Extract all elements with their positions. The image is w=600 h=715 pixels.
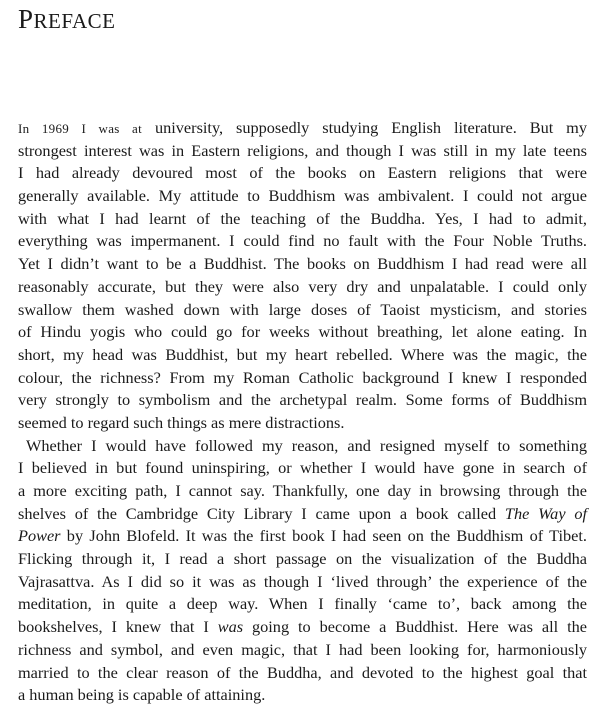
book-title: The Way of [504, 503, 587, 523]
text-line: In 1969 I was at university, supposedly studying English literature. But my [18, 118, 587, 137]
text-line: reasonably accurate, but they were also very dry and unpalatable. I could only [18, 276, 587, 296]
title-rest: REFACE [33, 9, 116, 33]
text-line: everything was impermanent. I could find no fault with the Four Noble Truths. [18, 231, 587, 251]
emphasis-word: was [217, 617, 244, 637]
text-line: strongest interest was in Eastern religions, and though I was still in my late teens [18, 140, 587, 160]
title-initial: P [18, 4, 34, 34]
page-title [18, 6, 116, 33]
text-line: colour, the richness? From my Roman Catholic background I knew I responded [18, 367, 587, 387]
text-line: with what I had learnt of the teaching of the Buddha. Yes, I had to admit, [18, 208, 587, 228]
text-line: I believed in but found uninspiring, or whether I would have gone in search of [18, 458, 587, 478]
text-line: a more exciting path, I cannot say. Thankfully, one day in browsing through the [18, 481, 587, 500]
text-line: bookshelves, I knew that I was going to become a Buddhist. Here was all the [18, 617, 587, 637]
text-line: richness and symbol, and even magic, that I had been looking for, harmoniously [18, 639, 587, 659]
text-line: shelves of the Cambridge City Library I came upon a book called The Way of [18, 503, 587, 523]
text-line: I had already devoured most of the books on Eastern religions that were [18, 163, 587, 183]
text-line: married to the clear reason of the Buddha, and devoted to the highest goal that [18, 662, 587, 682]
text-line: of Hindu yogis who could go for weeks without breathing, let alone eating. In [18, 322, 587, 342]
text-line: short, my head was Buddhist, but my heart rebelled. Where was the magic, the [18, 344, 587, 364]
text-line: Whether I would have followed my reason, and resigned myself to something [26, 435, 587, 455]
text-line: meditation, in quite a deep way. When I finally ‘came to’, back among the [18, 594, 587, 614]
text-line: Yet I didn’t want to be a Buddhist. The books on Buddhism I had read were all [18, 254, 587, 274]
text-line: seemed to regard such things as mere distractions. [18, 412, 345, 432]
paragraph-lead-in: In 1969 I was at [18, 121, 143, 136]
text-line: very strongly to symbolism and the archetypal realm. Some forms of Buddhism [18, 390, 587, 410]
preface-body [18, 117, 587, 707]
text-line: swallow them washed down with large doses of Taoist mysticism, and stories [18, 299, 587, 319]
text-line: Flicking through it, I read a short passage on the visualization of the Buddha [18, 549, 587, 569]
text-line: generally available. My attitude to Buddhism was ambivalent. I could not argue [18, 186, 587, 206]
text-line: Vajrasattva. As I did so it was as though I ‘lived through’ the experience of the [18, 571, 587, 591]
text-line: a human being is capable of attaining. [18, 685, 266, 705]
text-line: Power by John Blofeld. It was the first book I had seen on the Buddhism of Tibet. [18, 526, 587, 546]
book-title: Power [18, 526, 61, 546]
